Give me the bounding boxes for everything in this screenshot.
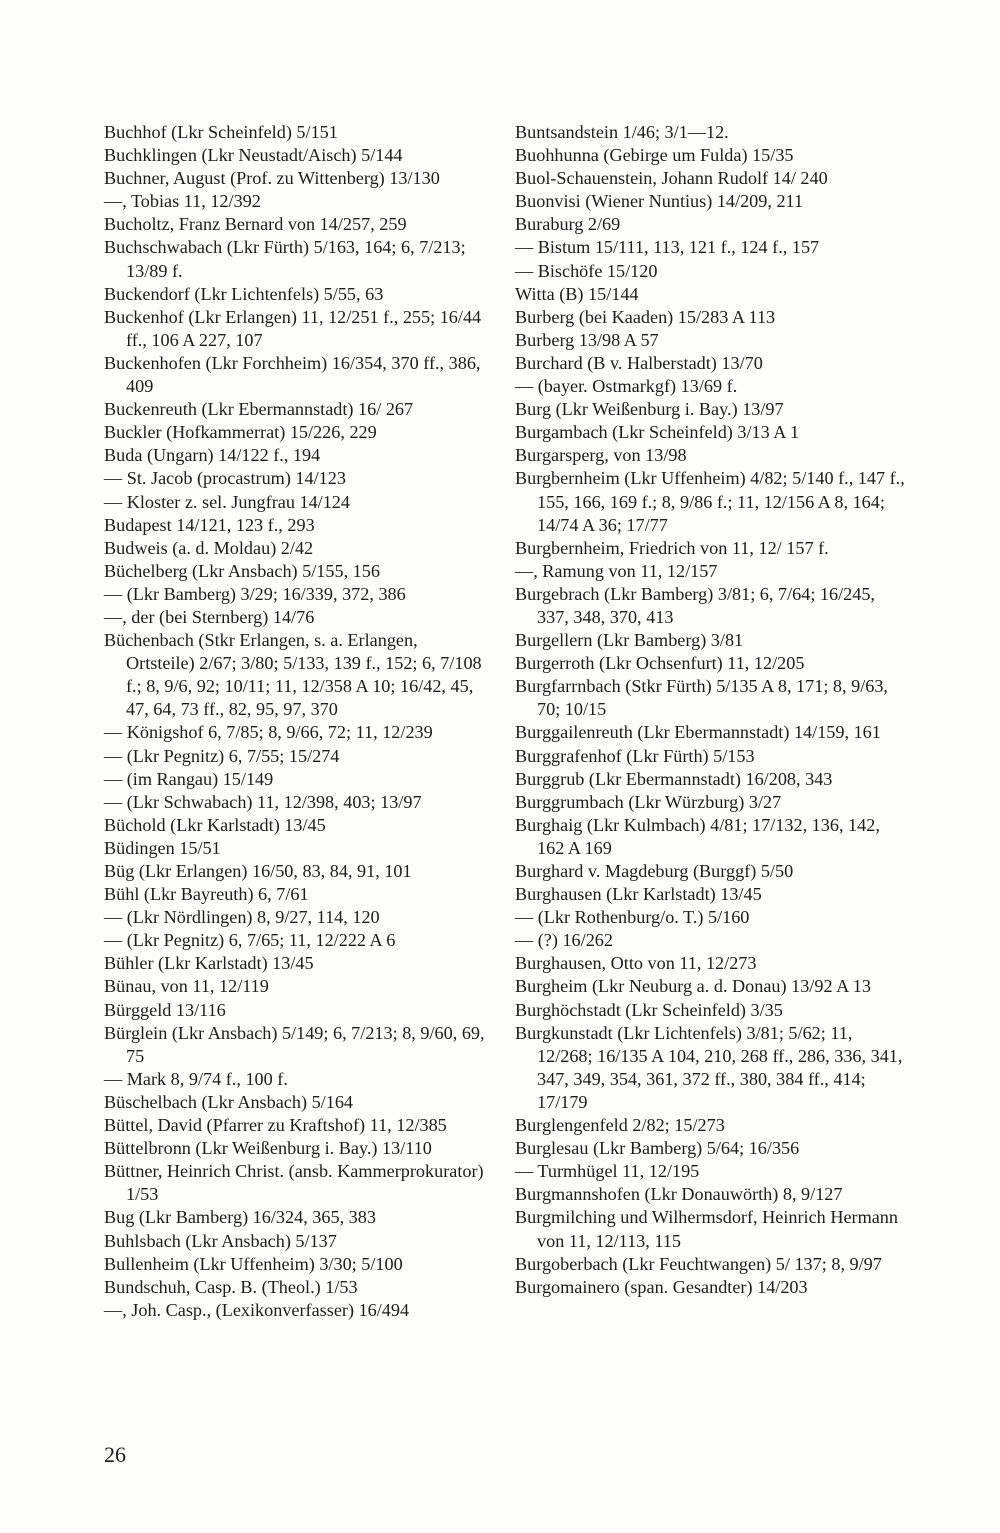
index-entry: —, der (bei Sternberg) 14/76 — [104, 606, 315, 627]
index-entry: Buchhof (Lkr Scheinfeld) 5/151 — [104, 122, 338, 142]
index-entry: Bühl (Lkr Bayreuth) 6, 7/61 — [104, 884, 309, 905]
index-entry: Burgellern (Lkr Bamberg) 3/81 — [515, 630, 744, 651]
index-entry: Buchner, August (Prof. zu Wittenberg) 13/130 — [104, 168, 440, 189]
index-entry: Büttel, David (Pfarrer zu Kraftshof) 11, 12/385 — [104, 1115, 447, 1136]
index-entry: Burberg 13/98 A 57 — [515, 329, 659, 350]
index-entry: Buraburg 2/69 — [515, 214, 621, 235]
index-entry: Buchklingen (Lkr Neustadt/Aisch) 5/144 — [104, 145, 403, 166]
index-entry: Burgmilching und Wilhermsdorf, Heinrich Hermann von 11, 12/113, 115 — [515, 1207, 898, 1251]
index-entry: — (bayer. Ostmarkgf) 13/69 f. — [515, 376, 738, 397]
index-entry: Burghausen (Lkr Karlstadt) 13/45 — [515, 884, 762, 905]
index-entry: Büttelbronn (Lkr Weißenburg i. Bay.) 13/110 — [104, 1138, 432, 1159]
index-entry: Buhlsbach (Lkr Ansbach) 5/137 — [104, 1230, 337, 1251]
index-entry: Burggrafenhof (Lkr Fürth) 5/153 — [515, 745, 755, 766]
index-entry: Budweis (a. d. Moldau) 2/42 — [104, 537, 314, 558]
index-entry: Burghard v. Magdeburg (Burggf) 5/50 — [515, 861, 794, 881]
index-entry: Burchard (B v. Halberstadt) 13/70 — [515, 352, 763, 373]
index-entry: — Mark 8, 9/74 f., 100 f. — [104, 1068, 288, 1089]
index-entry: Burgfarrnbach (Stkr Fürth) 5/135 A 8, 171; 8, 9/63, 70; 10/15 — [515, 676, 888, 720]
index-entry: Burgambach (Lkr Scheinfeld) 3/13 A 1 — [515, 422, 800, 443]
index-entry: Burggrub (Lkr Ebermannstadt) 16/208, 343 — [515, 768, 833, 789]
index-entry: Buckler (Hofkammerrat) 15/226, 229 — [104, 422, 377, 443]
index-entry: Bürggeld 13/116 — [104, 999, 226, 1020]
index-entry: Bürglein (Lkr Ansbach) 5/149; 6, 7/213; 8, 9/60, 69, 75 — [104, 1022, 485, 1066]
index-entry: Burghöchstadt (Lkr Scheinfeld) 3/35 — [515, 999, 783, 1020]
index-entry: Burglengenfeld 2/82; 15/273 — [515, 1115, 725, 1136]
index-entry: — (?) 16/262 — [515, 930, 613, 951]
index-entry: Bünau, von 11, 12/119 — [104, 976, 269, 997]
index-entry: Burglesau (Lkr Bamberg) 5/64; 16/356 — [515, 1138, 800, 1159]
index-entry: Bühler (Lkr Karlstadt) 13/45 — [104, 953, 314, 974]
index-entry: Buda (Ungarn) 14/122 f., 194 — [104, 445, 321, 466]
index-entry: Burgarsperg, von 13/98 — [515, 445, 687, 466]
index-entry: — Kloster z. sel. Jungfrau 14/124 — [104, 491, 350, 512]
index-entry: Burgmannshofen (Lkr Donauwörth) 8, 9/127 — [515, 1184, 843, 1205]
index-entry: Witta (B) 15/144 — [515, 283, 639, 304]
index-entry: Burg (Lkr Weißenburg i. Bay.) 13/97 — [515, 399, 784, 420]
index-entry: Buonvisi (Wiener Nuntius) 14/209, 211 — [515, 191, 804, 212]
index-entry: Büchenbach (Stkr Erlangen, s. a. Erlangen, Ortsteile) 2/67; 3/80; 5/133, 139 f., 152; 6, 7/108 f.; 8, 9/6, 92; 10/11; 11, 12/358 A 10; 16/42, 45, 47, 64, 73 ff., 82, 95, 97, 370 — [104, 630, 482, 720]
index-entry: Burgbernheim (Lkr Uffenheim) 4/82; 5/140 f., 147 f., 155, 166, 169 f.; 8, 9/86 f.; 11, 12/156 A 8, 164; 14/74 A 36; 17/77 — [515, 468, 905, 535]
index-entry: — (Lkr Bamberg) 3/29; 16/339, 372, 386 — [104, 583, 406, 604]
index-entry: Buckenreuth (Lkr Ebermannstadt) 16/ 267 — [104, 399, 414, 420]
index-entry: —, Ramung von 11, 12/157 — [515, 560, 718, 581]
index-entry: Bug (Lkr Bamberg) 16/324, 365, 383 — [104, 1207, 376, 1228]
index-entry: Buckendorf (Lkr Lichtenfels) 5/55, 63 — [104, 283, 384, 304]
index-entry: — (Lkr Pegnitz) 6, 7/55; 15/274 — [104, 745, 340, 766]
index-entry: Buchschwabach (Lkr Fürth) 5/163, 164; 6, 7/213; 13/89 f. — [104, 237, 466, 281]
index-entry: — Bistum 15/111, 113, 121 f., 124 f., 157 — [515, 237, 820, 258]
index-entry: Burghaig (Lkr Kulmbach) 4/81; 17/132, 136, 142, 162 A 169 — [515, 814, 880, 858]
index-entry: — Turmhügel 11, 12/195 — [515, 1161, 700, 1182]
index-entry: Budapest 14/121, 123 f., 293 — [104, 514, 315, 535]
index-entry: Buol-Schauenstein, Johann Rudolf 14/ 240 — [515, 168, 828, 189]
index-entry: Burgheim (Lkr Neuburg a. d. Donau) 13/92 A 13 — [515, 976, 871, 997]
index-entry: Burgebrach (Lkr Bamberg) 3/81; 6, 7/64; 16/245, 337, 348, 370, 413 — [515, 583, 875, 627]
index-entry: —, Tobias 11, 12/392 — [104, 191, 261, 212]
index-entry: Buntsandstein 1/46; 3/1—12. — [515, 122, 729, 142]
index-entry: Buckenhofen (Lkr Forchheim) 16/354, 370 ff., 386, 409 — [104, 352, 481, 397]
index-entry: Burgomainero (span. Gesandter) 14/203 — [515, 1276, 808, 1297]
index-entry: —, Joh. Casp., (Lexikonverfasser) 16/494 — [104, 1299, 410, 1320]
right-column — [515, 121, 905, 1299]
index-entry: Bucholtz, Franz Bernard von 14/257, 259 — [104, 214, 407, 235]
index-entry: Büttner, Heinrich Christ. (ansb. Kammerprokurator) 1/53 — [104, 1161, 484, 1205]
index-entry: — (Lkr Nördlingen) 8, 9/27, 114, 120 — [104, 907, 380, 928]
index-entry: — Bischöfe 15/120 — [515, 260, 658, 281]
index-entry: Büschelbach (Lkr Ansbach) 5/164 — [104, 1091, 354, 1112]
index-entry: — (im Rangau) 15/149 — [104, 768, 274, 789]
index-entry: Büchold (Lkr Karlstadt) 13/45 — [104, 814, 326, 835]
index-entry: Burghausen, Otto von 11, 12/273 — [515, 953, 757, 974]
index-entry: Burggrumbach (Lkr Würzburg) 3/27 — [515, 791, 782, 812]
index-entry: Burgoberbach (Lkr Feuchtwangen) 5/ 137; 8, 9/97 — [515, 1253, 882, 1274]
index-entry: Buckenhof (Lkr Erlangen) 11, 12/251 f., 255; 16/44 ff., 106 A 227, 107 — [104, 306, 482, 350]
index-entry: Bullenheim (Lkr Uffenheim) 3/30; 5/100 — [104, 1253, 403, 1274]
page-number: 26 — [104, 1442, 126, 1467]
index-entry: — St. Jacob (procastrum) 14/123 — [104, 468, 346, 489]
index-entry: Burgerroth (Lkr Ochsenfurt) 11, 12/205 — [515, 653, 805, 674]
index-entry: Burgbernheim, Friedrich von 11, 12/ 157 f. — [515, 537, 829, 558]
index-entry: — Königshof 6, 7/85; 8, 9/66, 72; 11, 12/239 — [104, 722, 433, 743]
index-entry: Burggailenreuth (Lkr Ebermannstadt) 14/159, 161 — [515, 722, 881, 743]
index-entry: — (Lkr Pegnitz) 6, 7/65; 11, 12/222 A 6 — [104, 930, 396, 951]
index-entry: Büg (Lkr Erlangen) 16/50, 83, 84, 91, 101 — [104, 861, 412, 881]
index-entry: — (Lkr Rothenburg/o. T.) 5/160 — [515, 907, 750, 928]
index-entry: Bundschuh, Casp. B. (Theol.) 1/53 — [104, 1276, 358, 1297]
index-entry: Burberg (bei Kaaden) 15/283 A 113 — [515, 306, 776, 327]
index-entry: — (Lkr Schwabach) 11, 12/398, 403; 13/97 — [104, 791, 422, 812]
index-entry: Buohhunna (Gebirge um Fulda) 15/35 — [515, 145, 794, 166]
index-entry: Büdingen 15/51 — [104, 837, 221, 858]
index-entry: Büchelberg (Lkr Ansbach) 5/155, 156 — [104, 560, 380, 581]
left-column — [104, 121, 486, 1322]
index-entry: Burgkunstadt (Lkr Lichtenfels) 3/81; 5/62; 11, 12/268; 16/135 A 104, 210, 268 ff., 286, 336, 341, 347, 349, 354, 361, 372 ff., 380, 384 ff., 414; 17/179 — [515, 1022, 903, 1112]
